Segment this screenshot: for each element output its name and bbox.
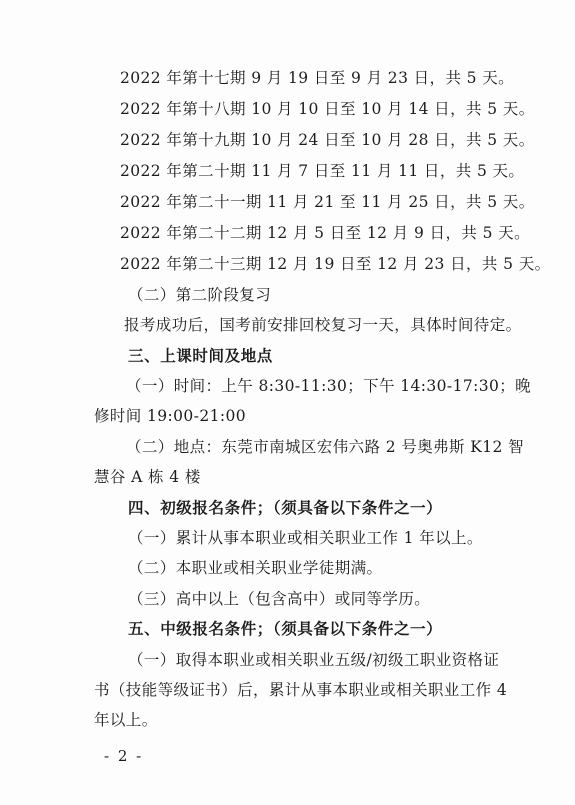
section5-line-3: 年以上。 xyxy=(94,711,158,729)
page-number: - 2 - xyxy=(104,747,144,765)
schedule-line-19: 2022 年第十九期 10 月 24 日至 10 月 28 日，共 5 天。 xyxy=(120,131,535,149)
section5-heading: 五、中级报名条件；（须具备以下条件之一） xyxy=(128,620,443,638)
time-line-2: 修时间 19:00-21:00 xyxy=(94,407,247,425)
schedule-line-22: 2022 年第二十二期 12 月 5 日至 12 月 9 日，共 5 天。 xyxy=(120,224,530,242)
schedule-line-17: 2022 年第十七期 9 月 19 日至 9 月 23 日，共 5 天。 xyxy=(120,69,515,87)
location-line-1: （二）地点：东莞市南城区宏伟六路 2 号奥弗斯 K12 智 xyxy=(126,438,524,456)
schedule-line-23: 2022 年第二十三期 12 月 19 日至 12 月 23 日，共 5 天。 xyxy=(120,255,551,273)
location-line-2: 慧谷 A 栋 4 楼 xyxy=(94,468,201,486)
section4-item-1: （一）累计从事本职业或相关职业工作 1 年以上。 xyxy=(128,529,483,547)
time-line-1: （一）时间：上午 8:30-11:30；下午 14:30-17:30；晚 xyxy=(126,377,532,395)
section5-line-1: （一）取得本职业或相关职业五级/初级工职业资格证 xyxy=(128,651,500,669)
section4-item-2: （二）本职业或相关职业学徒期满。 xyxy=(128,559,383,577)
section4-item-3: （三）高中以上（包含高中）或同等学历。 xyxy=(128,590,431,608)
section3-heading: 三、上课时间及地点 xyxy=(128,347,273,365)
section4-heading: 四、初级报名条件；（须具备以下条件之一） xyxy=(128,499,443,517)
stage2-text: 报考成功后，国考前安排回校复习一天，具体时间待定。 xyxy=(124,316,522,334)
stage2-title: （二）第二阶段复习 xyxy=(128,286,272,304)
schedule-line-20: 2022 年第二十期 11 月 7 日至 11 月 11 日，共 5 天。 xyxy=(120,162,525,180)
section5-line-2: 书（技能等级证书）后，累计从事本职业或相关职业工作 4 xyxy=(94,681,508,699)
schedule-line-21: 2022 年第二十一期 11 月 21 至 11 月 25 日，共 5 天。 xyxy=(120,193,535,211)
schedule-line-18: 2022 年第十八期 10 月 10 日至 10 月 14 日，共 5 天。 xyxy=(120,100,535,118)
